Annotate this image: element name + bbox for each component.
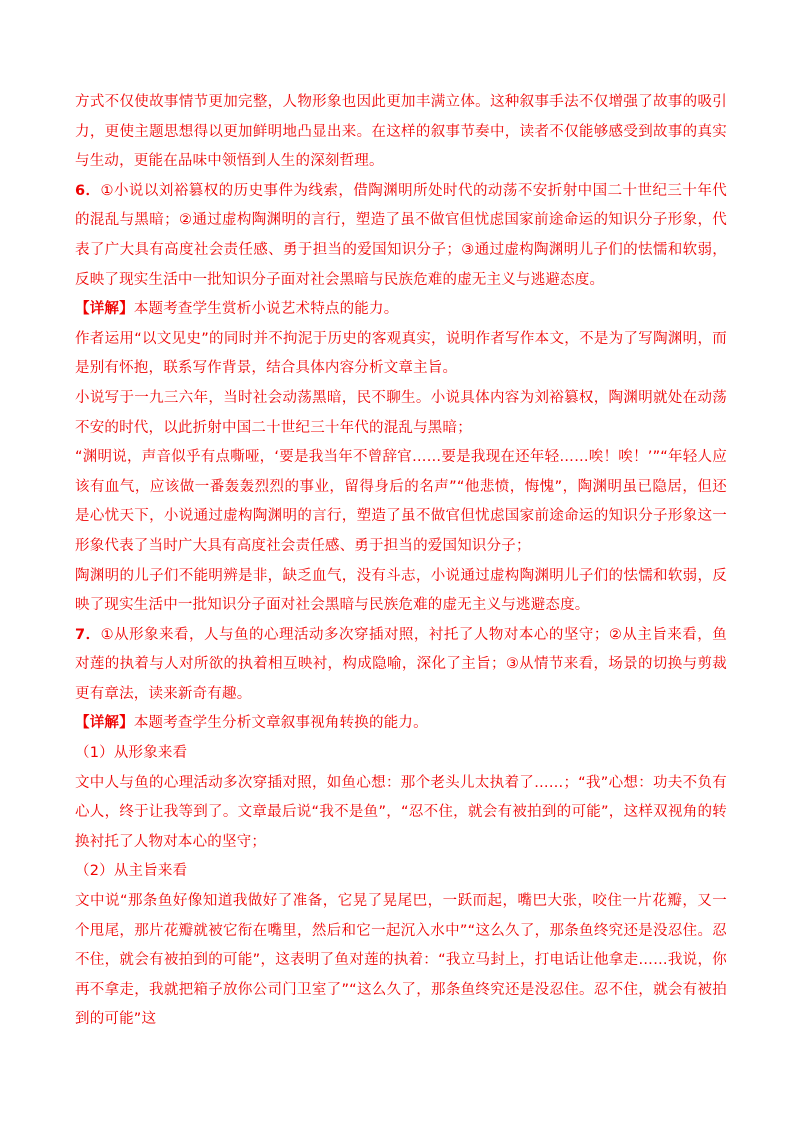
answer-text: ①小说以刘裕篡权的历史事件为线索，借陶渊明所处时代的动荡不安折射中国二十世纪三十年代的混乱与黑暗；②通过虚构陶渊明的言行，塑造了虽不做官但忧虑国家前途命运的知识分子形象，代表了广大具有高度社会责任感、勇于担当的爱国知识分子；③通过虚构陶渊明儿子们的怯懦和软弱，反映了现实生活中一批知识分子面对社会黑暗与民族危难的虚无主义与逃避态度。: [75, 182, 727, 288]
explanation-6-paragraph-3: [75, 443, 727, 561]
question-number: 7．: [75, 626, 101, 643]
explanation-6-paragraph-2: [75, 384, 727, 443]
explanation-text: 本题考查学生赏析小说艺术特点的能力。: [133, 301, 399, 318]
paragraph-text: 小说写于一九三六年，当时社会动荡黑暗，民不聊生。小说具体内容为刘裕篡权，陶渊明就处在动荡不安的时代，以此折射中国二十世纪三十年代的混乱与黑暗；: [75, 389, 727, 436]
answer-7: [75, 621, 727, 710]
answer-text: ①从形象来看，人与鱼的心理活动多次穿插对照，衬托了人物对本心的坚守；②从主旨来看，鱼对莲的执着与人对所欲的执着相互映衬，构成隐喻，深化了主旨；③从情节来看，场景的切换与剪裁更有章法，读来新奇有趣。: [75, 626, 727, 702]
explanation-7-subheading-1: [75, 739, 727, 769]
explanation-7-label-line: [75, 709, 727, 739]
explanation-7-subheading-2: [75, 857, 727, 887]
paragraph-text: “渊明说，声音似乎有点嘶哑，‘要是我当年不曾辞官……要是我现在还年轻……唉！唉！’”“年轻人应该有血气，应该做一番轰轰烈烈的事业，留得身后的名声”“他悲愤，悔愧”，陶渊明虽已隐居，但还是心忧天下，小说通过虚构陶渊明的言行，塑造了虽不做官但忧虑国家前途命运的知识分子形象这一形象代表了当时广大具有高度社会责任感、勇于担当的爱国知识分子；: [75, 449, 727, 554]
answer-6: [75, 177, 727, 295]
explanation-label: 【详解】: [75, 301, 134, 318]
paragraph-text: 陶渊明的儿子们不能明辨是非，缺乏血气，没有斗志，小说通过虚构陶渊明儿子们的怯懦和软弱，反映了现实生活中一批知识分子面对社会黑暗与民族危难的虚无主义与逃避态度。: [75, 567, 727, 614]
explanation-6-paragraph-4: [75, 562, 727, 621]
explanation-6-paragraph-1: [75, 325, 727, 384]
explanation-text: 本题考查学生分析文章叙事视角转换的能力。: [133, 715, 428, 732]
paragraph-continuation: [75, 88, 727, 177]
paragraph-text: 文中说“那条鱼好像知道我做好了准备，它晃了晃尾巴，一跃而起，嘴巴大张，咬住一片花瓣，又一个甩尾，那片花瓣就被它衔在嘴里，然后和它一起沉入水中”“这么久了，那条鱼终究还是没忍住。忍不住，就会有被拍到的可能”，这表明了鱼对莲的执着：“我立马封上，打电话让他拿走……我说，你再不拿走，我就把箱子放你公司门卫室了”“这么久了，那条鱼终究还是没忍住。忍不住，就会有被拍到的可能”这: [75, 893, 727, 1028]
paragraph-text: 作者运用“以文见史”的同时并不拘泥于历史的客观真实，说明作者写作本文，不是为了写陶渊明，而是别有怀抱，联系写作背景，结合具体内容分析文章主旨。: [75, 330, 727, 377]
explanation-7-paragraph-2: [75, 887, 727, 1035]
question-number: 6．: [75, 182, 101, 199]
explanation-7-paragraph-1: [75, 769, 727, 858]
explanation-6-label-line: [75, 295, 727, 325]
answer-text-block: [75, 88, 727, 1035]
subheading-text: （2）从主旨来看: [75, 863, 188, 880]
subheading-text: （1）从形象来看: [75, 745, 188, 762]
paragraph-text: 文中人与鱼的心理活动多次穿插对照，如鱼心想：那个老头儿太执着了……；“我”心想：功夫不负有心人，终于让我等到了。文章最后说“我不是鱼”，“忍不住，就会有被拍到的可能”，这样双视角的转换衬托了人物对本心的坚守；: [75, 774, 727, 850]
paragraph-text: 方式不仅使故事情节更加完整，人物形象也因此更加丰满立体。这种叙事手法不仅增强了故事的吸引力，更使主题思想得以更加鲜明地凸显出来。在这样的叙事节奏中，读者不仅能够感受到故事的真实与生动，更能在品味中领悟到人生的深刻哲理。: [75, 94, 727, 170]
explanation-label: 【详解】: [75, 715, 134, 732]
